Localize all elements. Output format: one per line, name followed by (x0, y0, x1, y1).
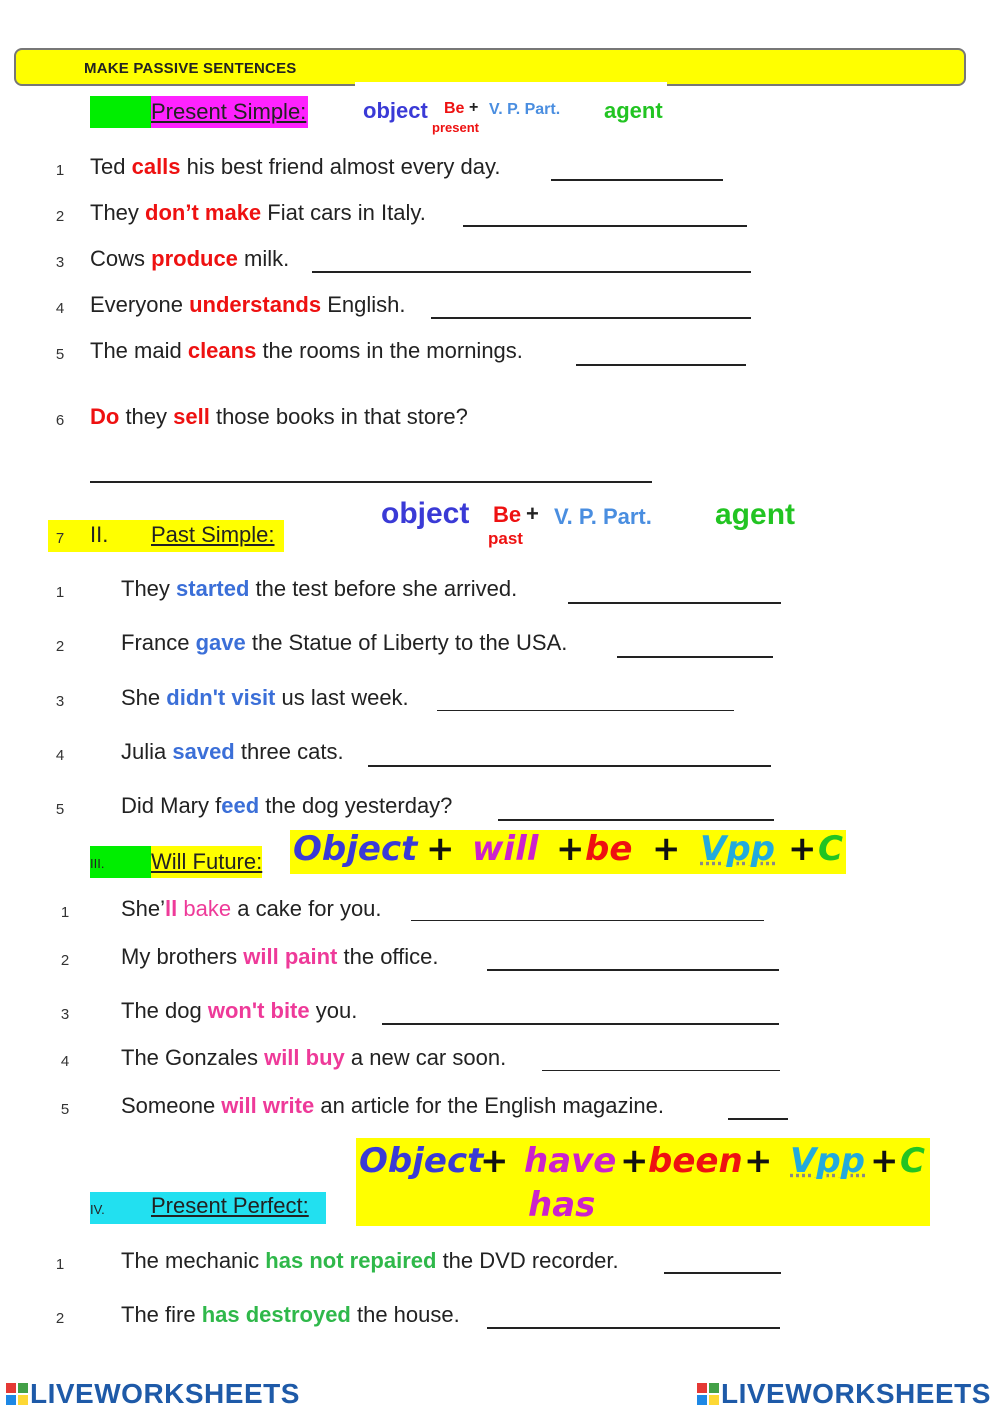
liveworksheets-logo-right: LIVEWORKSHEETS (697, 1378, 991, 1410)
formula-c: C (900, 1141, 925, 1181)
sentence: Ted calls his best friend almost every day. (90, 154, 501, 179)
answer-line[interactable] (728, 1118, 788, 1120)
sentence: Someone will write an article for the English magazine. (121, 1093, 664, 1118)
item-number: 4 (60, 1053, 70, 1070)
formula-be: Be (444, 100, 465, 117)
formula-plus: + (744, 1141, 773, 1181)
answer-line[interactable] (568, 602, 781, 604)
item-number: 4 (55, 747, 65, 764)
past-simple-heading: Past Simple: (151, 522, 275, 547)
formula-be-note: present (432, 120, 479, 135)
item-number: 3 (55, 254, 65, 271)
liveworksheets-logo-icon (697, 1383, 719, 1405)
formula-plus: + (526, 501, 539, 526)
formula-vpp: V. P. Part. (554, 504, 652, 529)
answer-line[interactable] (437, 710, 734, 711)
answer-line[interactable] (487, 969, 779, 971)
item-number: 5 (60, 1101, 70, 1118)
liveworksheets-logo-left: LIVEWORKSHEETS (6, 1378, 300, 1410)
formula-be-note: past (488, 529, 523, 548)
sentence: Julia saved three cats. (121, 739, 344, 764)
sentence: Cows produce milk. (90, 246, 290, 271)
item-number: 1 (60, 904, 70, 921)
sentence: My brothers will paint the office. (121, 944, 439, 969)
item-number: 6 (55, 412, 65, 429)
formula-object: Object (359, 1141, 484, 1181)
answer-line[interactable] (617, 656, 773, 658)
formula-plus: + (870, 1141, 899, 1181)
formula-been: been (648, 1141, 743, 1181)
answer-line[interactable] (487, 1327, 780, 1329)
liveworksheets-logo-icon (6, 1383, 28, 1405)
item-number: 4 (55, 300, 65, 317)
section-i-highlight (90, 96, 152, 128)
item-number: 1 (55, 1256, 65, 1273)
formula-plus: + (652, 829, 681, 869)
item-number: 1 (55, 584, 65, 601)
answer-line[interactable] (498, 819, 774, 821)
item-number: 5 (55, 346, 65, 363)
sentence: The mechanic has not repaired the DVD recorder. (121, 1248, 619, 1273)
item-number: 2 (55, 638, 65, 655)
answer-line[interactable] (368, 765, 771, 767)
sentence: Did Mary feed the dog yesterday? (121, 793, 453, 818)
formula-plus: + (556, 829, 585, 869)
formula-object: Object (293, 829, 418, 869)
title-bar-gap (355, 82, 667, 88)
answer-line[interactable] (551, 179, 723, 181)
item-number: 3 (55, 693, 65, 710)
present-perfect-heading: Present Perfect: (151, 1193, 309, 1218)
formula-have: have (524, 1141, 617, 1181)
item-number: 2 (55, 208, 65, 225)
formula-object: object (381, 497, 470, 530)
answer-line[interactable] (576, 364, 746, 366)
item-number: 3 (60, 1006, 70, 1023)
sentence: Do they sell those books in that store? (90, 404, 468, 429)
section-number: 7 (55, 530, 65, 547)
formula-agent: agent (715, 498, 796, 531)
item-number: 5 (55, 801, 65, 818)
answer-line[interactable] (542, 1070, 780, 1071)
section-roman: III. (90, 856, 105, 871)
formula-will: will (472, 829, 539, 869)
answer-line[interactable] (312, 271, 751, 273)
sentence: They don’t make Fiat cars in Italy. (90, 200, 426, 225)
formula-vpp: V. P. Part. (489, 101, 561, 118)
item-number: 2 (60, 952, 70, 969)
formula-plus: + (788, 829, 817, 869)
section-roman: IV. (90, 1202, 105, 1217)
formula-be: be (585, 829, 633, 869)
answer-line[interactable] (411, 920, 764, 921)
sentence: She’ll bake a cake for you. (121, 896, 382, 921)
will-future-heading: Will Future: (151, 846, 262, 878)
formula-vpp: Vpp (790, 1141, 865, 1181)
sentence: They started the test before she arrived. (121, 576, 518, 601)
formula-vpp: Vpp (700, 829, 775, 869)
section-roman: II. (90, 522, 109, 547)
present-simple-heading: Present Simple: (151, 96, 308, 128)
sentence: France gave the Statue of Liberty to the USA. (121, 630, 568, 655)
item-number: 1 (55, 162, 65, 179)
sentence: The fire has destroyed the house. (121, 1302, 460, 1327)
formula-be: Be (493, 502, 522, 527)
sentence: Everyone understands English. (90, 292, 406, 317)
formula-plus: + (469, 99, 479, 116)
item-number: 2 (55, 1310, 65, 1327)
sentence: The dog won't bite you. (121, 998, 358, 1023)
formula-plus: + (480, 1141, 509, 1181)
formula-object: object (363, 98, 428, 123)
formula-plus: + (426, 829, 455, 869)
answer-line[interactable] (463, 225, 747, 227)
sentence: The Gonzales will buy a new car soon. (121, 1045, 507, 1070)
formula-c: C (818, 829, 843, 869)
sentence: The maid cleans the rooms in the mornings. (90, 338, 523, 363)
answer-line[interactable] (664, 1272, 781, 1274)
formula-plus: + (620, 1141, 649, 1181)
answer-line[interactable] (90, 481, 652, 483)
answer-line[interactable] (382, 1023, 779, 1025)
answer-line[interactable] (431, 317, 751, 319)
formula-agent: agent (604, 98, 663, 123)
worksheet-title: MAKE PASSIVE SENTENCES (84, 60, 297, 77)
sentence: She didn't visit us last week. (121, 685, 409, 710)
formula-has: has (528, 1185, 596, 1225)
